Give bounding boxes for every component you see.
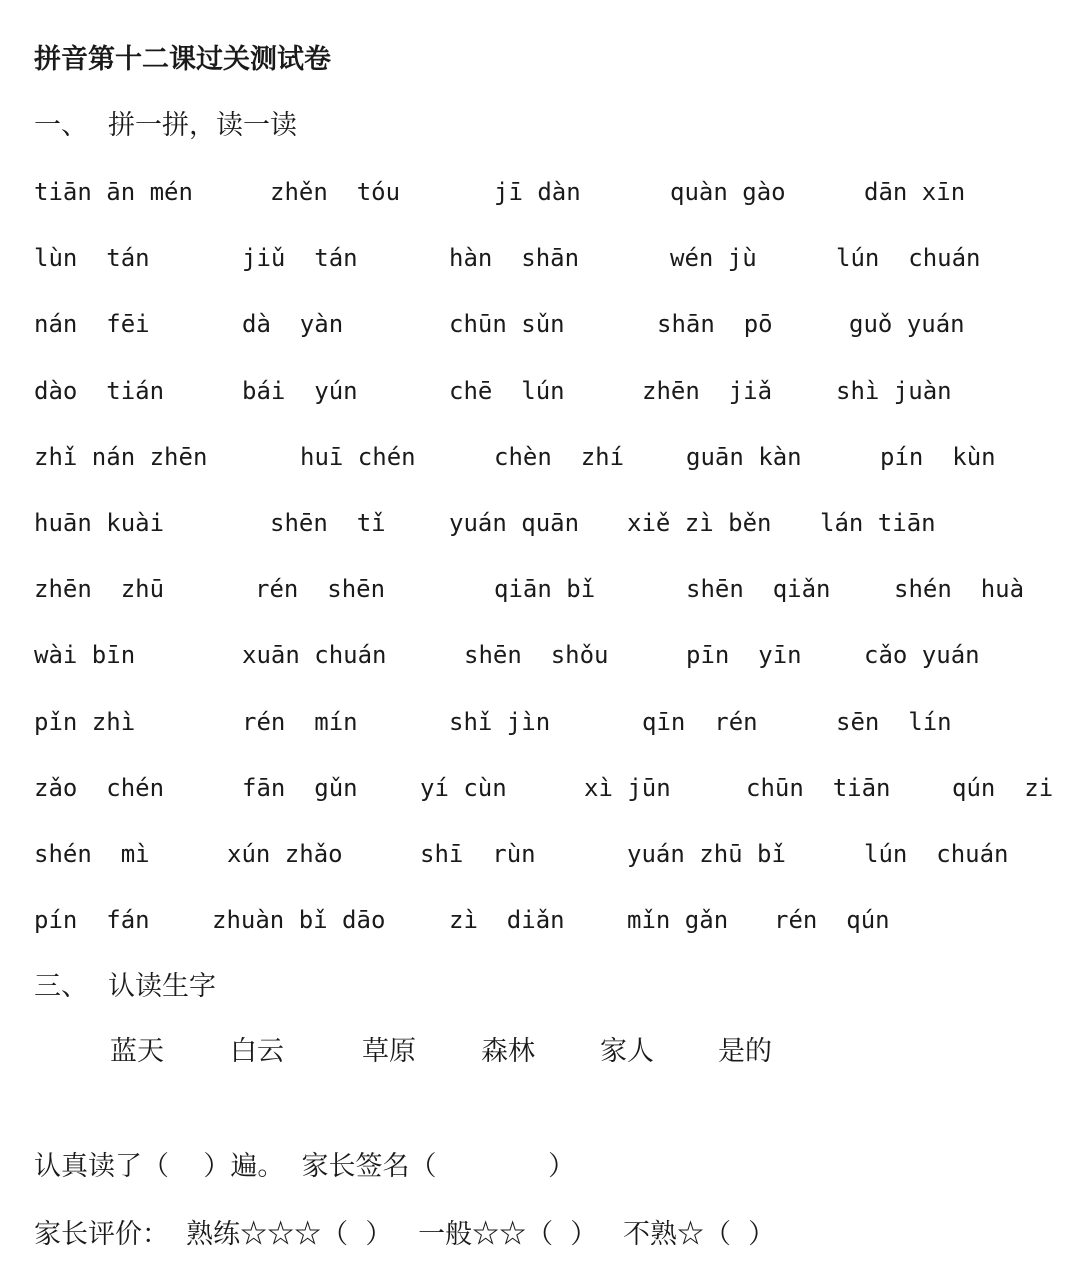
pinyin-word: wén jù — [670, 244, 757, 272]
section-3-number: 三、 — [34, 971, 88, 1002]
section-3-label: 认读生字 — [108, 971, 216, 1002]
pinyin-row — [0, 437, 1080, 477]
pinyin-word: nán fēi — [34, 310, 150, 338]
character-word: 森林 — [481, 1036, 535, 1067]
pinyin-word: xún zhǎo — [227, 840, 343, 868]
parent-evaluation-line: 家长评价： 熟练☆☆☆（ ） 一般☆☆（ ） 不熟☆（ ） — [34, 1219, 776, 1250]
pinyin-word: zì diǎn — [449, 906, 565, 934]
pinyin-word: lán tiān — [820, 509, 936, 537]
pinyin-word: pīn yīn — [686, 641, 802, 669]
pinyin-word: guǒ yuán — [849, 310, 965, 338]
pinyin-word: lún chuán — [836, 244, 981, 272]
pinyin-word: pǐn zhì — [34, 708, 136, 736]
pinyin-word: dà yàn — [242, 310, 344, 338]
pinyin-word: zhǐ nán zhēn — [34, 443, 208, 471]
pinyin-word: zhěn tóu — [270, 178, 401, 206]
pinyin-word: rén mín — [242, 708, 358, 736]
pinyin-word: wài bīn — [34, 641, 136, 669]
pinyin-word: rén qún — [774, 906, 890, 934]
pinyin-word: chèn zhí — [494, 443, 625, 471]
section-1-number: 一、 — [34, 110, 88, 141]
pinyin-word: yuán quān — [449, 509, 580, 537]
pinyin-word: shī rùn — [420, 840, 536, 868]
pinyin-word: shǐ jìn — [449, 708, 551, 736]
pinyin-word: zhēn zhū — [34, 575, 165, 603]
pinyin-word: chūn tiān — [746, 774, 891, 802]
pinyin-word: xuān chuán — [242, 641, 387, 669]
section-1-label: 拼一拼，读一读 — [108, 110, 297, 141]
pinyin-word: qīn rén — [642, 708, 758, 736]
pinyin-word: jiǔ tán — [242, 244, 358, 272]
pinyin-row — [0, 371, 1080, 411]
pinyin-word: chē lún — [449, 377, 565, 405]
pinyin-word: dào tián — [34, 377, 165, 405]
section-3-heading — [34, 967, 216, 1007]
pinyin-word: yí cùn — [420, 774, 507, 802]
pinyin-word: xiě zì běn — [627, 509, 772, 537]
pinyin-word: shēn tǐ — [270, 509, 386, 537]
character-word: 白云 — [230, 1036, 284, 1067]
pinyin-word: zǎo chén — [34, 774, 165, 802]
pinyin-row — [0, 503, 1080, 543]
pinyin-word: hàn shān — [449, 244, 580, 272]
pinyin-row — [0, 304, 1080, 344]
pinyin-row — [0, 172, 1080, 212]
pinyin-row — [0, 768, 1080, 808]
pinyin-word: shān pō — [657, 310, 773, 338]
pinyin-word: pín fán — [34, 906, 150, 934]
reading-count-line: 认真读了（ ）遍。 家长签名（ ） — [34, 1151, 576, 1182]
pinyin-word: shén huà — [894, 575, 1025, 603]
pinyin-word: mǐn gǎn — [627, 906, 729, 934]
pinyin-word: yuán zhū bǐ — [627, 840, 786, 868]
pinyin-row — [0, 900, 1080, 940]
pinyin-word: xì jūn — [584, 774, 671, 802]
pinyin-row — [0, 635, 1080, 675]
page-title: 拼音第十二课过关测试卷 — [34, 44, 331, 75]
pinyin-word: guān kàn — [686, 443, 802, 471]
pinyin-word: tiān ān mén — [34, 178, 193, 206]
pinyin-word: lùn tán — [34, 244, 150, 272]
pinyin-word: cǎo yuán — [864, 641, 980, 669]
pinyin-word: fān gǔn — [242, 774, 358, 802]
pinyin-word: jī dàn — [494, 178, 581, 206]
pinyin-word: dān xīn — [864, 178, 966, 206]
character-word: 草原 — [362, 1036, 416, 1067]
character-word: 是的 — [718, 1036, 772, 1067]
characters-row — [0, 1032, 1080, 1072]
pinyin-word: chūn sǔn — [449, 310, 565, 338]
pinyin-word: qún zi — [952, 774, 1054, 802]
pinyin-row — [0, 702, 1080, 742]
pinyin-row — [0, 834, 1080, 874]
pinyin-word: huān kuài — [34, 509, 165, 537]
pinyin-word: rén shēn — [255, 575, 386, 603]
pinyin-word: shēn qiǎn — [686, 575, 831, 603]
pinyin-word: quàn gào — [670, 178, 786, 206]
pinyin-row — [0, 569, 1080, 609]
character-word: 家人 — [600, 1036, 654, 1067]
section-1-heading — [34, 106, 297, 146]
pinyin-word: pín kùn — [880, 443, 996, 471]
pinyin-word: sēn lín — [836, 708, 952, 736]
pinyin-word: bái yún — [242, 377, 358, 405]
pinyin-word: huī chén — [300, 443, 416, 471]
character-word: 蓝天 — [110, 1036, 164, 1067]
pinyin-word: zhuàn bǐ dāo — [212, 906, 386, 934]
pinyin-word: qiān bǐ — [494, 575, 596, 603]
pinyin-word: shēn shǒu — [464, 641, 609, 669]
pinyin-word: zhēn jiǎ — [642, 377, 773, 405]
pinyin-row — [0, 238, 1080, 278]
pinyin-word: shén mì — [34, 840, 150, 868]
pinyin-word: shì juàn — [836, 377, 952, 405]
pinyin-word: lún chuán — [864, 840, 1009, 868]
